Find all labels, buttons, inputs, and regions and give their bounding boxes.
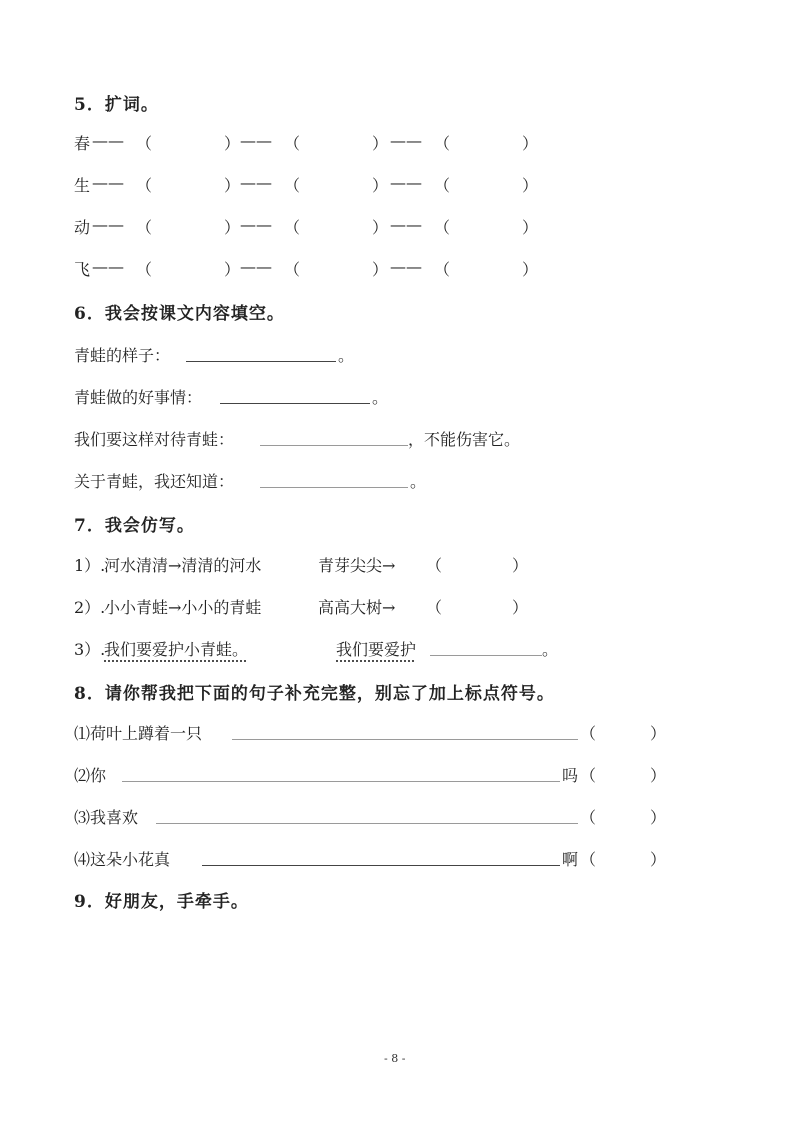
q8-answer-line[interactable] [232,739,578,740]
q7-paren-open: （ [426,556,443,575]
q6-prompt-good-deeds: 青蛙做的好事情： [74,388,203,407]
q5-paren-close: ） [224,260,241,279]
q5-dash: —— [92,131,124,150]
q6-heading: 6．我会按课文内容填空。 [74,304,285,324]
q5-paren-close: ） [522,260,539,279]
q5-paren-open: （ [136,218,153,237]
q6-answer-line-treat[interactable] [260,445,408,446]
q5-paren-open: （ [434,260,451,279]
q7-heading: 7．我会仿写。 [74,516,195,536]
q6-end: 。 [372,388,389,407]
q5-dash: —— [390,215,422,234]
q5-paren-close: ） [372,134,389,153]
q7-paren-close: ） [512,556,529,575]
q6-end: 。 [410,472,427,491]
q8-paren-close: ） [650,850,667,869]
q5-paren-open: （ [284,218,301,237]
q6-answer-line-good-deeds[interactable] [220,403,370,404]
q5-paren-close: ） [372,260,389,279]
q5-paren-close: ） [372,176,389,195]
q7-task: 高高大树→ [318,598,396,617]
q5-heading: 5．扩词。 [74,95,159,115]
q8-item-suffix: 啊 [562,850,579,869]
q7-example: 河水清清→清清的河水 [104,556,262,575]
q7-paren-open: （ [426,598,443,617]
q7-item-number: 2）. [74,598,106,617]
q6-answer-line-know[interactable] [260,487,408,488]
q7-answer-line[interactable] [430,655,542,656]
q5-row-char: 春 [74,134,91,153]
q5-paren-open: （ [136,260,153,279]
q6-prompt-treat: 我们要这样对待青蛙： [74,430,235,449]
q5-row-char: 动 [74,218,91,237]
q6-prompt-appearance: 青蛙的样子： [74,346,171,365]
q8-paren-open: （ [580,850,597,869]
q8-answer-line[interactable] [202,865,560,866]
q7-task: 青芽尖尖→ [318,556,396,575]
q8-paren-close: ） [650,766,667,785]
q5-dash: —— [92,257,124,276]
q8-answer-line[interactable] [156,823,578,824]
q5-paren-close: ） [224,218,241,237]
q5-dash: —— [390,257,422,276]
q5-dash: —— [390,131,422,150]
q5-paren-open: （ [284,134,301,153]
q8-item-suffix: 吗 [562,766,579,785]
q8-paren-close: ） [650,808,667,827]
q8-heading: 8．请你帮我把下面的句子补充完整，别忘了加上标点符号。 [74,684,555,704]
q7-example: 我们要爱护小青蛙。 [104,640,249,659]
q5-dash: —— [92,173,124,192]
q5-paren-close: ） [522,218,539,237]
q5-paren-open: （ [434,218,451,237]
q7-paren-close: ） [512,598,529,617]
q8-answer-line[interactable] [122,781,560,782]
q5-dash: —— [240,131,272,150]
q7-item-number: 1）. [74,556,106,575]
q7-item-number: 3）. [74,640,106,659]
q5-paren-close: ） [522,176,539,195]
q8-item-label: ⑷这朵小花真 [74,850,171,869]
q8-item-label: ⑵你 [74,766,107,785]
q8-item-label: ⑶我喜欢 [74,808,139,827]
q5-paren-open: （ [434,176,451,195]
q7-example: 小小青蛙→小小的青蛙 [104,598,262,617]
q5-dash: —— [390,173,422,192]
q5-paren-open: （ [284,260,301,279]
q8-item-label: ⑴荷叶上蹲着一只 [74,724,203,743]
q5-paren-open: （ [136,176,153,195]
q5-row-char: 生 [74,176,91,195]
q5-paren-open: （ [434,134,451,153]
page-number: - 8 - [384,1052,406,1065]
q6-prompt-know: 关于青蛙，我还知道： [74,472,235,491]
q5-paren-close: ） [224,134,241,153]
q5-dash: —— [240,257,272,276]
q8-paren-close: ） [650,724,667,743]
q7-end: 。 [542,640,559,659]
q8-paren-open: （ [580,808,597,827]
q5-paren-close: ） [224,176,241,195]
q5-paren-close: ） [522,134,539,153]
q5-dash: —— [240,215,272,234]
q5-dash: —— [92,215,124,234]
q5-paren-open: （ [136,134,153,153]
q5-paren-open: （ [284,176,301,195]
q7-task: 我们要爱护 [336,640,417,659]
q5-row-char: 飞 [74,260,91,279]
q9-heading: 9．好朋友，手牵手。 [74,892,249,912]
q5-paren-close: ） [372,218,389,237]
q5-dash: —— [240,173,272,192]
q8-paren-open: （ [580,724,597,743]
q6-end: 。 [338,346,355,365]
q6-end: ，不能伤害它。 [408,430,521,449]
q8-paren-open: （ [580,766,597,785]
q6-answer-line-appearance[interactable] [186,361,336,362]
